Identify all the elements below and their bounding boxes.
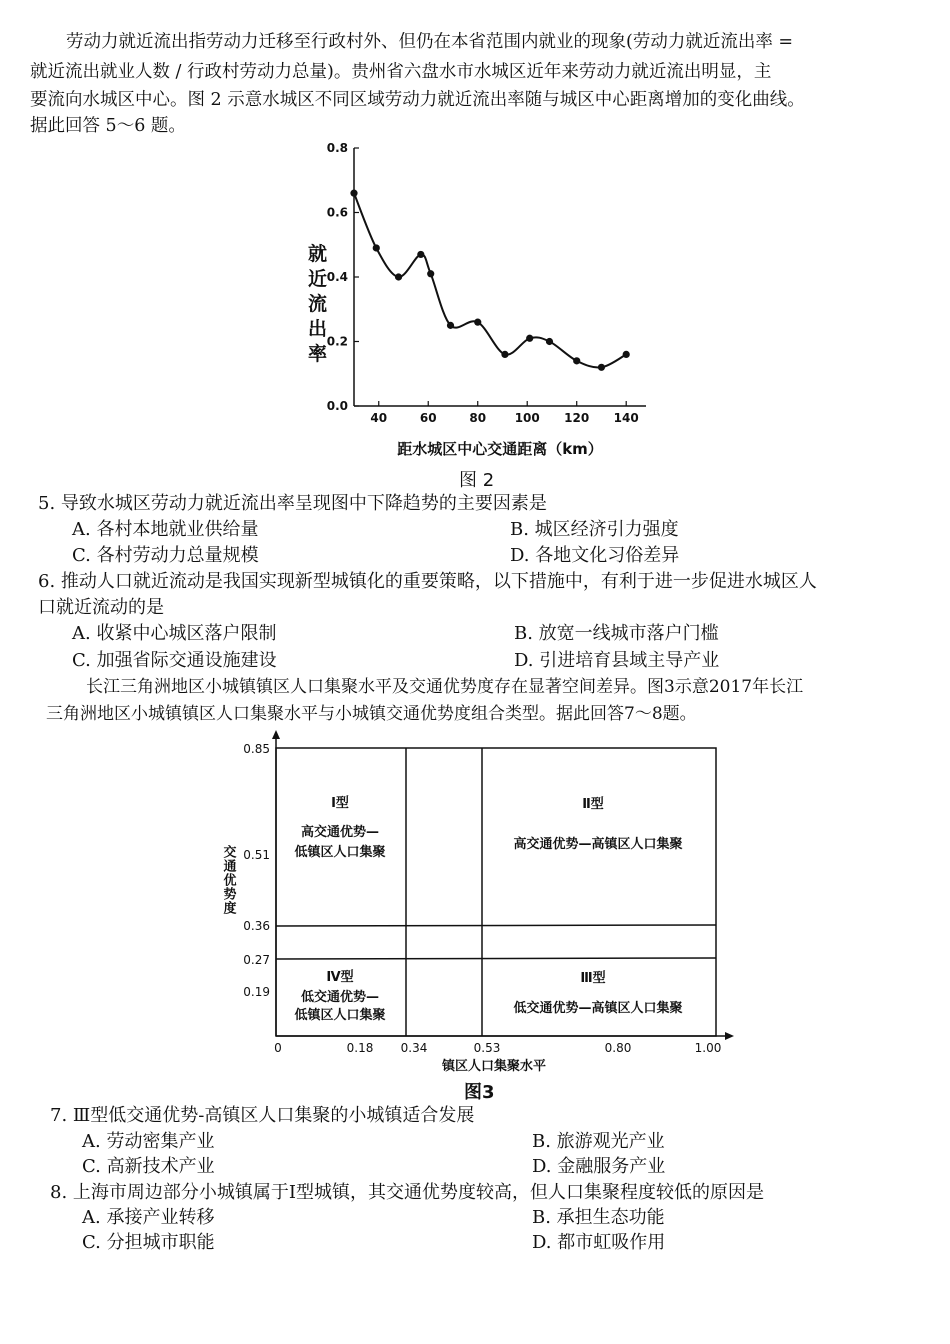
fig2-data-point (573, 357, 580, 364)
fig3-ytick-019: 0.19 (243, 985, 270, 999)
fig3-type4-desc-1: 低交通优势— (300, 990, 380, 1005)
fig3-ytick-085: 0.85 (243, 742, 270, 756)
fig2-ylabel: 就近流出率 (305, 243, 327, 369)
fig2-data-point (350, 190, 357, 197)
q6-option-c: C. 加强省际交通设施建设 (72, 650, 277, 671)
q5-option-c: C. 各村劳动力总量规模 (72, 545, 259, 566)
fig2-data-point (526, 335, 533, 342)
figure-2-caption: 图 2 (459, 470, 495, 491)
q7-option-d: D. 金融服务产业 (532, 1156, 666, 1177)
fig2-xtick-label: 100 (514, 411, 540, 425)
fig2-xlabel: 距水城区中心交通距离（km） (397, 440, 603, 458)
q8-stem: 8. 上海市周边部分小城镇属于Ⅰ型城镇，其交通优势度较高，但人口集聚程度较低的原因是 (50, 1182, 765, 1203)
fig3-xtick-100: 1.00 (694, 1041, 722, 1055)
fig3-type3-desc: 低交通优势—高镇区人口集聚 (513, 1001, 683, 1016)
fig3-type1-desc-2: 低镇区人口集聚 (294, 845, 386, 860)
fig2-xtick-label: 140 (613, 411, 639, 425)
fig2-data-point (395, 273, 402, 280)
fig2-ytick-label: 0.2 (326, 334, 348, 349)
fig2-data-point (623, 351, 630, 358)
intro1-line-4: 据此回答 5～6 题。 (30, 116, 186, 136)
fig3-y-axis-arrow (272, 730, 280, 739)
fig3-xtick-0: 0 (274, 1041, 282, 1055)
q6-stem-line-2: 口就近流动的是 (38, 597, 164, 618)
q7-option-c: C. 高新技术产业 (82, 1156, 215, 1177)
fig2-data-point (546, 338, 553, 345)
q6-option-b: B. 放宽一线城市落户门槛 (514, 623, 719, 644)
fig2-curve (354, 193, 626, 367)
figure-3-chart (210, 730, 740, 1080)
fig3-xtick-080: 0.80 (604, 1041, 632, 1055)
fig2-xtick-label: 80 (469, 411, 487, 425)
q7-option-a: A. 劳动密集产业 (82, 1131, 215, 1152)
q6-stem-line-1: 6. 推动人口就近流动是我国实现新型城镇化的重要策略，以下措施中，有利于进一步促进水城区人 (38, 571, 817, 592)
fig2-data-point (427, 270, 434, 277)
q8-option-d: D. 都市虹吸作用 (532, 1232, 666, 1253)
fig3-ytick-051: 0.51 (243, 848, 270, 862)
figure-3-caption: 图3 (464, 1082, 495, 1103)
fig3-ytick-036: 0.36 (243, 919, 270, 933)
intro1-line-3: 要流向水城区中心。图 2 示意水城区不同区域劳动力就近流出率随与城区中心距离增加的变化曲线。 (30, 90, 805, 110)
q5-stem: 5. 导致水城区劳动力就近流出率呈现图中下降趋势的主要因素是 (38, 493, 547, 514)
fig3-type2-name: Ⅱ型 (582, 797, 604, 812)
fig2-data-point (417, 251, 424, 258)
fig2-ytick-label: 0.6 (326, 205, 348, 220)
fig2-xtick-label: 40 (370, 411, 388, 425)
q6-option-a: A. 收紧中心城区落户限制 (72, 623, 277, 644)
fig2-data-point (447, 322, 454, 329)
figure-2-chart (290, 136, 670, 466)
fig3-type1-desc-1: 高交通优势— (300, 825, 380, 840)
q8-option-c: C. 分担城市职能 (82, 1232, 215, 1253)
fig3-type1-name: Ⅰ型 (331, 796, 349, 811)
fig3-divider-y027 (276, 958, 716, 959)
fig2-ytick-label: 0.4 (326, 270, 348, 284)
fig2-xtick-label: 120 (564, 411, 590, 425)
fig3-ylabel: 交通优势度 (220, 845, 236, 915)
fig3-ytick-027: 0.27 (243, 953, 270, 967)
fig2-series (350, 190, 629, 371)
fig3-xtick-034: 0.34 (400, 1041, 428, 1055)
q7-option-b: B. 旅游观光产业 (532, 1131, 665, 1152)
fig2-axes (327, 141, 646, 425)
q5-option-b: B. 城区经济引力强度 (510, 519, 679, 540)
q8-option-b: B. 承担生态功能 (532, 1207, 665, 1228)
fig2-data-point (501, 351, 508, 358)
fig3-type2-desc: 高交通优势—高镇区人口集聚 (513, 837, 683, 852)
fig2-ytick-label: 0.8 (326, 141, 348, 155)
fig3-xtick-018: 0.18 (346, 1041, 374, 1055)
intro2-line-2: 三角洲地区小城镇镇区人口集聚水平与小城镇交通优势度组合类型。据此回答7～8题。 (46, 704, 697, 724)
fig2-ytick-label: 0.0 (326, 399, 348, 413)
intro1-line-2: 就近流出就业人数 / 行政村劳动力总量)。贵州省六盘水市水城区近年来劳动力就近流出明显，主 (30, 62, 772, 82)
fig3-xlabel: 镇区人口集聚水平 (441, 1059, 547, 1074)
fig3-type3-name: Ⅲ型 (580, 971, 606, 986)
intro2-line-1: 长江三角洲地区小城镇镇区人口集聚水平及交通优势度存在显著空间差异。图3示意2017年长江 (86, 677, 804, 697)
q5-option-d: D. 各地文化习俗差异 (510, 545, 680, 566)
intro1-line-1: 劳动力就近流出指劳动力迁移至行政村外、但仍在本省范围内就业的现象(劳动力就近流出率 = (66, 32, 794, 52)
fig3-type4-desc-2: 低镇区人口集聚 (294, 1008, 386, 1023)
fig2-xtick-label: 60 (419, 411, 437, 425)
fig2-data-point (474, 319, 481, 326)
q5-option-a: A. 各村本地就业供给量 (72, 519, 259, 540)
fig2-data-point (373, 244, 380, 251)
fig3-xtick-053: 0.53 (473, 1041, 501, 1055)
q6-option-d: D. 引进培育县域主导产业 (514, 650, 720, 671)
fig3-type4-name: Ⅳ型 (326, 970, 354, 985)
fig3-divider-y036 (276, 925, 716, 926)
q7-stem: 7. Ⅲ型低交通优势-高镇区人口集聚的小城镇适合发展 (50, 1105, 475, 1126)
q8-option-a: A. 承接产业转移 (82, 1207, 215, 1228)
fig2-data-point (598, 364, 605, 371)
fig3-x-axis-arrow (725, 1032, 734, 1040)
